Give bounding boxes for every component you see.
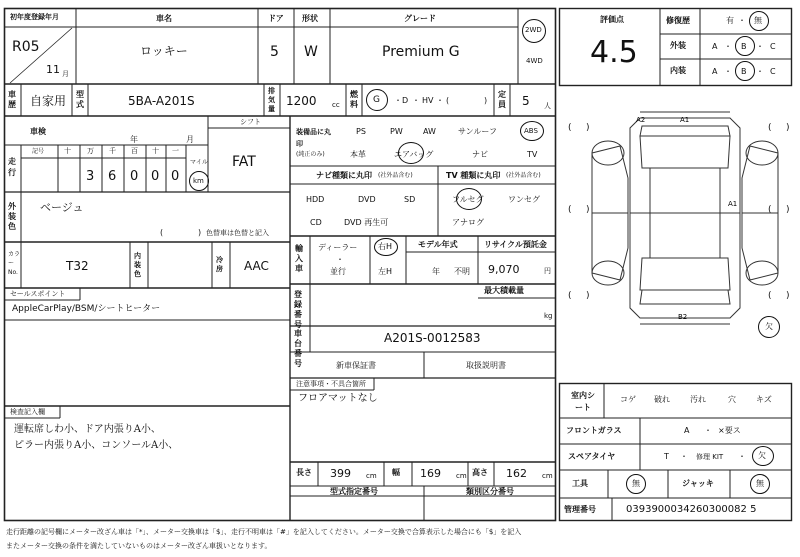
model-year-unknown: 不明 (454, 267, 470, 276)
class-number-label: 類別区分番号 (466, 487, 514, 496)
mileage-digit: 0 (130, 169, 139, 184)
length-label: 長さ (296, 468, 312, 477)
drive-4wd: 4WD (526, 57, 543, 65)
digit-header: 万 (87, 147, 94, 155)
spare-t: T (664, 452, 669, 461)
car-diagram (580, 108, 792, 328)
management-no-label: 管理番号 (564, 505, 596, 514)
diagram-mark: A1 (728, 200, 738, 208)
interior-grade-label: 内装 (670, 66, 686, 75)
inspection-note-line: 運転席しわ小、ドア内張りA小、 (14, 424, 161, 435)
digit-header: 一 (172, 147, 179, 155)
inspection-year-unit: 年 (130, 135, 138, 144)
right-h: 右H (378, 242, 393, 251)
shape-label: 形状 (302, 14, 318, 23)
fuel-d: D (402, 96, 409, 105)
fuel-open: ( (446, 96, 450, 105)
unit-mile: マイル (190, 159, 208, 166)
equip-leather: 本革 (350, 150, 366, 159)
diagram-bracket: ) (786, 123, 790, 133)
length-value: 399 (330, 467, 351, 480)
ext-grade-c: C (770, 42, 776, 51)
model-year-unit: 年 (432, 267, 440, 276)
ext-grade-a: A (712, 42, 718, 51)
tool-value: 無 (632, 479, 640, 488)
repair-none: 無 (754, 16, 762, 25)
kg-unit: kg (544, 312, 553, 320)
repair-dot: ・ (738, 16, 746, 25)
navi-dvd-play: DVD 再生可 (344, 218, 389, 227)
diagram-bracket: ) (586, 291, 590, 301)
diagram-bracket: ( (568, 123, 572, 133)
diagram-bracket: ) (586, 205, 590, 215)
first-reg-label: 初年度登録年月 (10, 13, 59, 21)
tool-label: 工具 (572, 479, 588, 488)
navi-cd: CD (310, 218, 322, 227)
car-name: ロッキー (140, 44, 188, 58)
repair-yes: 有 (726, 16, 734, 25)
paren-open: ( (160, 228, 164, 237)
new-warranty: 新車保証書 (336, 361, 376, 370)
digit-header: 千 (109, 147, 116, 155)
recycle-label: リサイクル預託金 (484, 240, 547, 249)
mileage-digit: 6 (108, 169, 117, 184)
shift-value: FAT (232, 154, 256, 170)
drive-2wd: 2WD (525, 26, 542, 34)
recycle-value: 9,070 (488, 263, 520, 276)
equip-pw: PW (390, 127, 403, 136)
fuel-hv: HV (422, 96, 434, 105)
usage-value: 自家用 (30, 94, 67, 108)
navi-hdd: HDD (306, 195, 325, 204)
first-reg-month: 11 (46, 63, 60, 76)
diagram-bracket: ( (768, 205, 772, 215)
interior-color-label: 内装色 (134, 252, 141, 278)
equip-sunroof: サンルーフ (458, 127, 497, 136)
mileage-digit: 0 (151, 169, 160, 184)
diagram-bracket: ) (586, 123, 590, 133)
digit-header: 十 (64, 147, 71, 155)
equipment-sub: (純正のみ) (296, 151, 325, 158)
model-label: 型式 (76, 90, 84, 109)
fuel-close: ) (484, 96, 488, 105)
attention-label: 注意事項・不具合箇所 (296, 380, 366, 388)
diagram-mark: A2 (636, 116, 646, 124)
navi-sd: SD (404, 195, 416, 204)
seat-label: 室内シート (571, 391, 595, 412)
color-change-note: 色替車は色替と記入 (206, 229, 269, 237)
diagram-bracket: ( (768, 291, 772, 301)
glass-dot: ・ (704, 426, 712, 435)
management-no: 0393900034260300082 5 (626, 504, 757, 515)
import-parallel: 並行 (330, 267, 346, 276)
fuel-dot: ・ (412, 96, 420, 105)
door-count: 5 (270, 44, 279, 60)
capacity-label: 定員 (498, 90, 506, 109)
person-unit: 人 (544, 102, 551, 110)
paren-close: ) (198, 228, 202, 237)
navi-dvd: DVD (358, 195, 376, 204)
seat-hole: 穴 (728, 395, 736, 404)
int-grade-a: A (712, 67, 718, 76)
tv-analog: アナログ (452, 218, 484, 227)
chassis-label: 車台番号 (294, 329, 302, 368)
inspection-month-unit: 月 (186, 135, 194, 144)
spare-tire-label: スペアタイヤ (568, 452, 616, 461)
mileage-label: 走行 (8, 157, 16, 177)
chassis-value: A201S-0012583 (384, 331, 481, 345)
sales-point-label: セールスポイント (10, 290, 66, 298)
navi-label: ナビ種類に丸印 (316, 171, 372, 180)
diagram-bracket: ( (568, 205, 572, 215)
int-grade-b: B (741, 67, 747, 76)
spare-kit: 修理 KIT (696, 453, 724, 461)
tv-fullseg: フルセグ (452, 195, 484, 204)
exterior-color: ベージュ (40, 201, 84, 214)
door-label: ドア (268, 14, 284, 23)
jack-label: ジャッキ (682, 479, 714, 488)
navi-sub: (社外品含む) (378, 172, 413, 179)
grade-label: グレード (404, 14, 436, 23)
color-no: T32 (66, 259, 89, 273)
score-label: 評価点 (600, 15, 624, 24)
ext-grade-b: B (741, 42, 747, 51)
model-value: 5BA-A201S (128, 94, 195, 108)
height-label: 高さ (472, 468, 488, 477)
usage-label: 車歴 (8, 90, 16, 109)
import-dealer: ディーラー (318, 243, 358, 252)
glass-replace: ×要ス (718, 426, 741, 435)
width-label: 幅 (392, 468, 400, 477)
first-reg-year: R05 (12, 39, 40, 55)
spare-dot: ・ (680, 452, 688, 461)
int-grade-dot: ・ (756, 67, 764, 76)
manual: 取扱説明書 (466, 361, 506, 370)
import-label: 輸入車 (295, 244, 303, 273)
yen-unit: 円 (544, 267, 551, 275)
car-name-label: 車名 (156, 14, 172, 23)
tv-oneseg: ワンセグ (508, 195, 540, 204)
fuel-label: 燃料 (350, 90, 358, 109)
exterior-color-label: 外装色 (8, 202, 16, 231)
import-dot: ・ (336, 255, 344, 264)
model-year-label: モデル年式 (418, 240, 458, 249)
ext-grade-dot: ・ (724, 42, 732, 51)
int-grade-dot: ・ (724, 67, 732, 76)
equip-abs: ABS (524, 127, 538, 135)
repair-history-label: 修復歴 (666, 16, 690, 25)
seat-dirt: 汚れ (690, 395, 706, 404)
fuel-dot: ・ (436, 96, 444, 105)
ext-grade-dot: ・ (756, 42, 764, 51)
diagram-missing: 欠 (765, 322, 773, 331)
left-h: 左H (378, 267, 393, 276)
inspection-label: 車検 (30, 127, 46, 136)
height-value: 162 (506, 467, 527, 480)
diagram-bracket: ( (568, 291, 572, 301)
diagram-mark: B2 (678, 313, 688, 321)
shape-value: W (304, 44, 318, 60)
mileage-digit: 3 (86, 169, 95, 184)
footer-note: またメーター交換の条件を満たしていないものはメーター改ざん車扱いとなります。 (6, 542, 272, 550)
displacement-value: 1200 (286, 94, 317, 108)
registration-label: 登録番号 (294, 290, 302, 329)
month-unit: 月 (62, 70, 69, 78)
glass-a: A (684, 426, 690, 435)
equip-ps: PS (356, 127, 366, 136)
equip-airbag: エアバッグ (394, 150, 434, 159)
digit-header: 十 (152, 147, 159, 155)
footer-note: 走行距離の記号欄にメーター改ざん車は「*」、メーター交換車は「$」、走行不明車は「#」を記入してください。メーター交換で合算表示した場合にも「$」を記入 (6, 528, 522, 536)
seat-scratch: キズ (756, 395, 772, 404)
attention-value: フロアマットなし (298, 393, 378, 404)
equip-aw: AW (423, 127, 436, 136)
diagram-bracket: ) (786, 205, 790, 215)
mileage-digit: 0 (171, 169, 180, 184)
max-load-label: 最大積載量 (484, 286, 524, 295)
width-unit: cm (456, 472, 467, 480)
inspection-note-line: ピラー内張りA小、コンソールA小、 (14, 440, 179, 451)
spare-missing: 欠 (758, 451, 766, 460)
inspection-notes-label: 検査記入欄 (10, 408, 45, 416)
type-designation-label: 型式指定番号 (330, 487, 378, 496)
height-unit: cm (542, 472, 553, 480)
spare-dot: ・ (738, 452, 746, 461)
cc-unit: cc (332, 101, 340, 109)
capacity-value: 5 (522, 94, 530, 108)
windshield-label: フロントガラス (566, 426, 622, 435)
digit-header: 百 (131, 147, 138, 155)
equip-tv: TV (527, 150, 538, 159)
int-grade-c: C (770, 67, 776, 76)
sales-point: AppleCarPlay/BSM/シートヒーター (12, 304, 161, 314)
tv-label: TV 種類に丸印 (446, 171, 501, 180)
ac-label: 冷房 (216, 256, 223, 273)
seat-burn: コゲ (620, 395, 636, 404)
length-unit: cm (366, 472, 377, 480)
mileage-symbol-label: 記号 (32, 148, 45, 155)
unit-km: km (193, 177, 204, 185)
ac-value: AAC (244, 259, 269, 273)
displacement-label: 排気量 (268, 87, 275, 113)
diagram-mark: A1 (680, 116, 690, 124)
shift-label: シフト (240, 118, 261, 126)
fuel-dot: ・ (394, 96, 402, 105)
seat-tear: 破れ (654, 395, 670, 404)
width-value: 169 (420, 467, 441, 480)
score-value: 4.5 (590, 35, 638, 70)
diagram-bracket: ) (786, 291, 790, 301)
jack-value: 無 (756, 479, 764, 488)
equipment-label: 装備品に丸印 (296, 128, 331, 148)
exterior-grade-label: 外装 (670, 41, 686, 50)
tv-sub: (社外品含む) (506, 172, 541, 179)
diagram-bracket: ( (768, 123, 772, 133)
equip-navi: ナビ (472, 150, 488, 159)
color-no-label: カラーNo. (8, 251, 21, 276)
grade-value: Premium G (382, 44, 460, 60)
fuel-g: G (373, 95, 380, 105)
